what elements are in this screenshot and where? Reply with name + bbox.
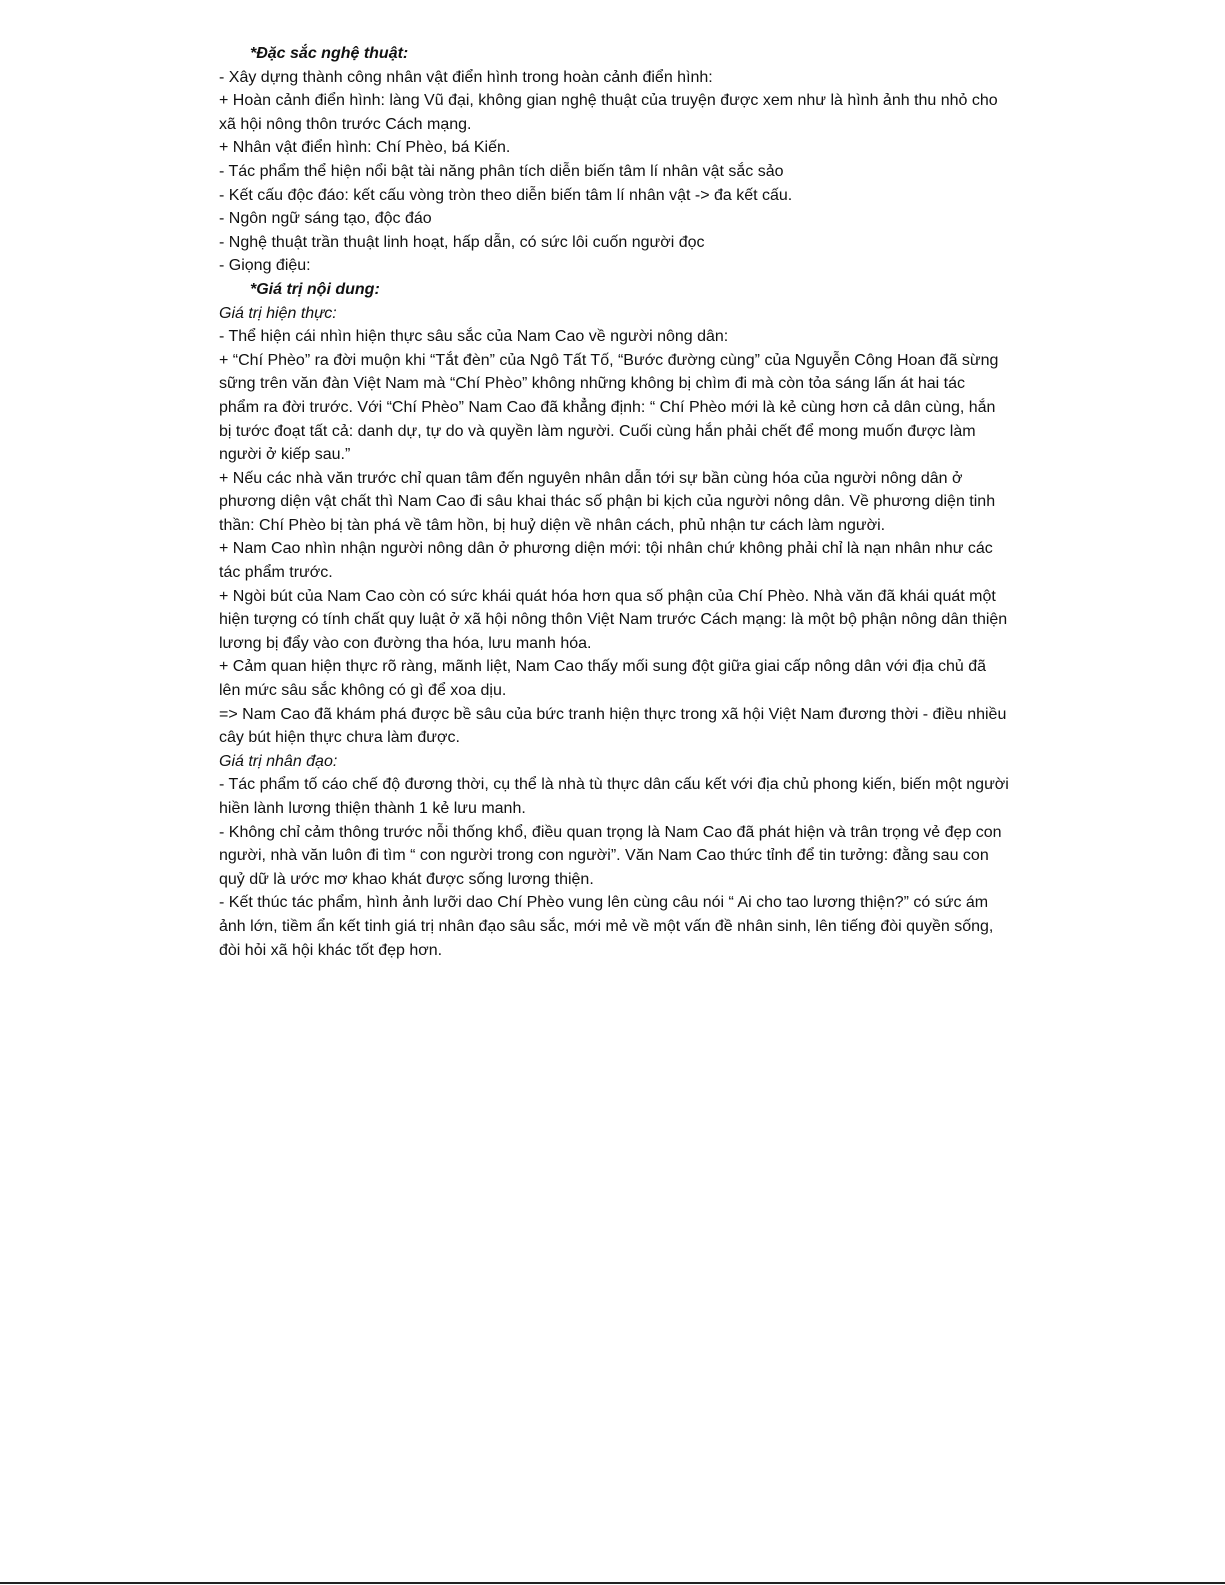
humanism-subheading: Giá trị nhân đạo:	[219, 752, 338, 770]
humanism-line-1: - Tác phẩm tố cáo chế độ đương thời, cụ thể là nhà tù thực dân cấu kết với địa chủ phong kiến, biến một người hiền lành lương thiện thành 1 kẻ lưu manh.	[219, 776, 1009, 817]
art-line-7: - Nghệ thuật trần thuật linh hoạt, hấp dẫn, có sức lôi cuốn người đọc	[219, 233, 705, 251]
art-line-6: - Ngôn ngữ sáng tạo, độc đáo	[219, 210, 432, 228]
art-line-8: - Giọng điệu:	[219, 257, 311, 275]
art-line-3: + Nhân vật điển hình: Chí Phèo, bá Kiến.	[219, 139, 511, 157]
realism-line-2: + “Chí Phèo” ra đời muộn khi “Tắt đèn” của Ngô Tất Tố, “Bước đường cùng” của Nguyễn Công Hoan đã sừng sững trên văn đàn Việt Nam mà “Chí Phèo” không những không bị chìm đi mà còn tỏa sáng lấn át hai tác phẩm ra đời trước. Với “Chí Phèo” Nam Cao đã khẳng định: “ Chí Phèo mới là kẻ cùng hơn cả dân cùng, hắn bị tước đoạt tất cả: danh dự, tự do và quyền làm người. Cuối cùng hắn phải chết để mong muốn được làm người ở kiếp sau.”	[219, 351, 999, 464]
art-line-5: - Kết cấu độc đáo: kết cấu vòng tròn theo diễn biến tâm lí nhân vật -> đa kết cấu.	[219, 186, 793, 204]
art-heading: *Đặc sắc nghệ thuật:	[250, 45, 409, 62]
art-line-1: - Xây dựng thành công nhân vật điển hình trong hoàn cảnh điển hình:	[219, 68, 713, 86]
humanism-line-2: - Không chỉ cảm thông trước nỗi thống khổ, điều quan trọng là Nam Cao đã phát hiện và trân trọng vẻ đẹp con người, nhà văn luôn đi tìm “ con người trong con người”. Văn Nam Cao thức tỉnh để tin tưởng: đằng sau con quỷ dữ là ước mơ khao khát được sống lương thiện.	[219, 823, 1002, 888]
content-heading: *Giá trị nội dung:	[250, 280, 380, 298]
realism-subheading: Giá trị hiện thực:	[219, 304, 337, 322]
humanism-line-3: - Kết thúc tác phẩm, hình ảnh lưỡi dao Chí Phèo vung lên cùng câu nói “ Ai cho tao lương thiện?” có sức ám ảnh lớn, tiềm ẩn kết tinh giá trị nhân đạo sâu sắc, mới mẻ về một vấn đề nhân sinh, lên tiếng đòi quyền sống, đòi hỏi xã hội khác tốt đẹp hơn.	[219, 894, 994, 959]
realism-line-5: + Ngòi bút của Nam Cao còn có sức khái quát hóa hơn qua số phận của Chí Phèo. Nhà văn đã khái quát một hiện tượng có tính chất quy luật ở xã hội nông thôn Việt Nam trước Cách mạng: là một bộ phận nông dân thiện lương bị đẩy vào con đường tha hóa, lưu manh hóa.	[219, 587, 1008, 652]
realism-line-4: + Nam Cao nhìn nhận người nông dân ở phương diện mới: tội nhân chứ không phải chỉ là nạn nhân như các tác phẩm trước.	[219, 540, 993, 582]
realism-line-1: - Thể hiện cái nhìn hiện thực sâu sắc của Nam Cao về người nông dân:	[219, 328, 729, 346]
realism-conclusion: => Nam Cao đã khám phá được bề sâu của bức tranh hiện thực trong xã hội Việt Nam đương thời - điều nhiều cây bút hiện thực chưa làm được.	[219, 705, 1007, 747]
art-line-2: + Hoàn cảnh điển hình: làng Vũ đại, không gian nghệ thuật của truyện được xem như là hình ảnh thu nhỏ cho xã hội nông thôn trước Cách mạng.	[219, 92, 998, 133]
art-line-4: - Tác phẩm thể hiện nổi bật tài năng phân tích diễn biến tâm lí nhân vật sắc sảo	[219, 162, 784, 180]
realism-line-3: + Nếu các nhà văn trước chỉ quan tâm đến nguyên nhân dẫn tới sự bần cùng hóa của người nông dân ở phương diện vật chất thì Nam Cao đi sâu khai thác số phận bi kịch của người nông dân. Về phương diện tinh thần: Chí Phèo bị tàn phá về tâm hồn, bị huỷ diện về nhân cách, phủ nhận tư cách làm người.	[219, 469, 996, 534]
document-page	[219, 42, 1009, 962]
page-bottom-border	[0, 1582, 1225, 1584]
realism-line-6: + Cảm quan hiện thực rõ ràng, mãnh liệt, Nam Cao thấy mối sung đột giữa giai cấp nông dân với địa chủ đã lên mức sâu sắc không có gì để xoa dịu.	[219, 658, 987, 700]
